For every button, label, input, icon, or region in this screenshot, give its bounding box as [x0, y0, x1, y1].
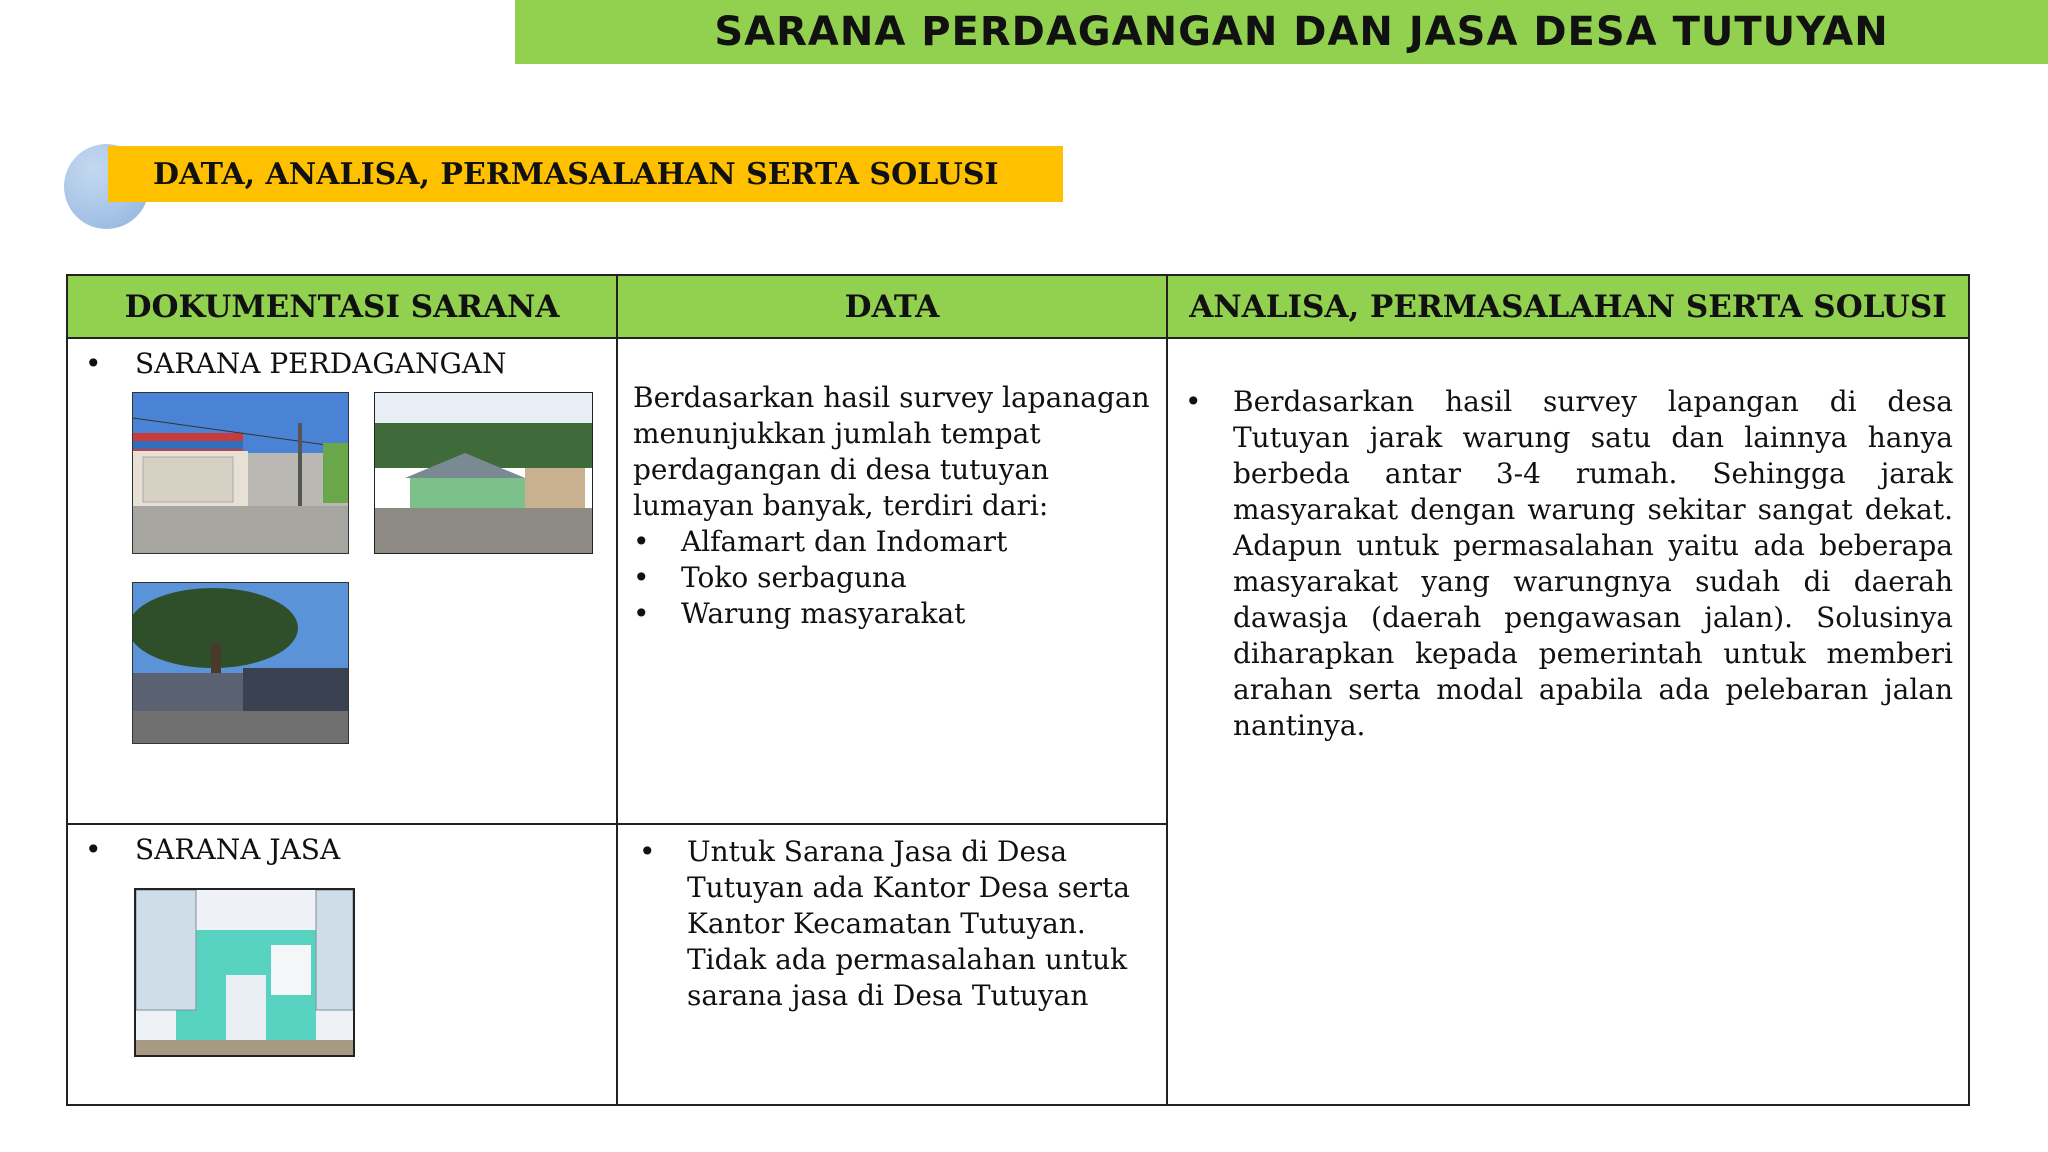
data-cell-perdagangan [617, 338, 1167, 824]
analysis-text: Berdasarkan hasil survey lapangan di desa Tutuyan jarak warung satu dan lainnya hanya berbeda antar 3-4 rumah. Sehingga jarak masyarakat dengan warung sekitar sangat dekat. Adapun untuk permasalahan yaitu ada beberapa masyarakat yang warungnya sudah di daerah dawasja (daerah pengawasan jalan). Solusinya diharapkan kepada pemerintah untuk memberi arahan serta modal apabila ada pelebaran jalan nantinya. [1233, 385, 1953, 742]
data-table [66, 274, 1970, 1106]
dokumentasi-cell-perdagangan [67, 338, 617, 824]
list-item: • Alfamart dan Indomart [633, 525, 1008, 558]
section-subtitle-bar [108, 146, 1063, 202]
column-header-data: DATA [617, 275, 1167, 338]
title-bar [515, 0, 2048, 64]
list-item: • Warung masyarakat [633, 597, 966, 630]
photo-warung-house [374, 392, 593, 554]
dokumentasi-cell-jasa [67, 824, 617, 1105]
data-cell-jasa [617, 824, 1167, 1105]
table-row-perdagangan [67, 338, 1969, 824]
bullet: • [639, 835, 656, 868]
column-header-analisa: ANALISA, PERMASALAHAN SERTA SOLUSI [1167, 275, 1969, 338]
data-text-jasa: Untuk Sarana Jasa di Desa Tutuyan ada Kantor Desa serta Kantor Kecamatan Tutuyan. Tidak ada permasalahan untuk sarana jasa di Desa Tutuyan [687, 835, 1130, 1012]
list-item: • Toko serbaguna [633, 561, 907, 594]
bullet: • [85, 833, 102, 866]
section-subtitle: DATA, ANALISA, PERMASALAHAN SERTA SOLUSI [153, 156, 999, 192]
analysis-cell [1167, 338, 1969, 1105]
row-label-perdagangan: SARANA PERDAGANGAN [135, 347, 507, 380]
bullet: • [1185, 385, 1202, 418]
data-list-perdagangan [633, 524, 1151, 632]
photo-street-tree [132, 582, 349, 744]
photo-kantor [134, 888, 355, 1057]
photo-minimarket [132, 392, 349, 554]
row-label-jasa: SARANA JASA [135, 833, 341, 866]
data-intro-perdagangan: Berdasarkan hasil survey lapanagan menunjukkan jumlah tempat perdagangan di desa tutuyan lumayan banyak, terdiri dari: [633, 381, 1150, 522]
column-header-dokumentasi: DOKUMENTASI SARANA [67, 275, 617, 338]
table-header-row [67, 275, 1969, 338]
page-title: SARANA PERDAGANGAN DAN JASA DESA TUTUYAN [714, 9, 1889, 55]
bullet: • [85, 347, 102, 380]
